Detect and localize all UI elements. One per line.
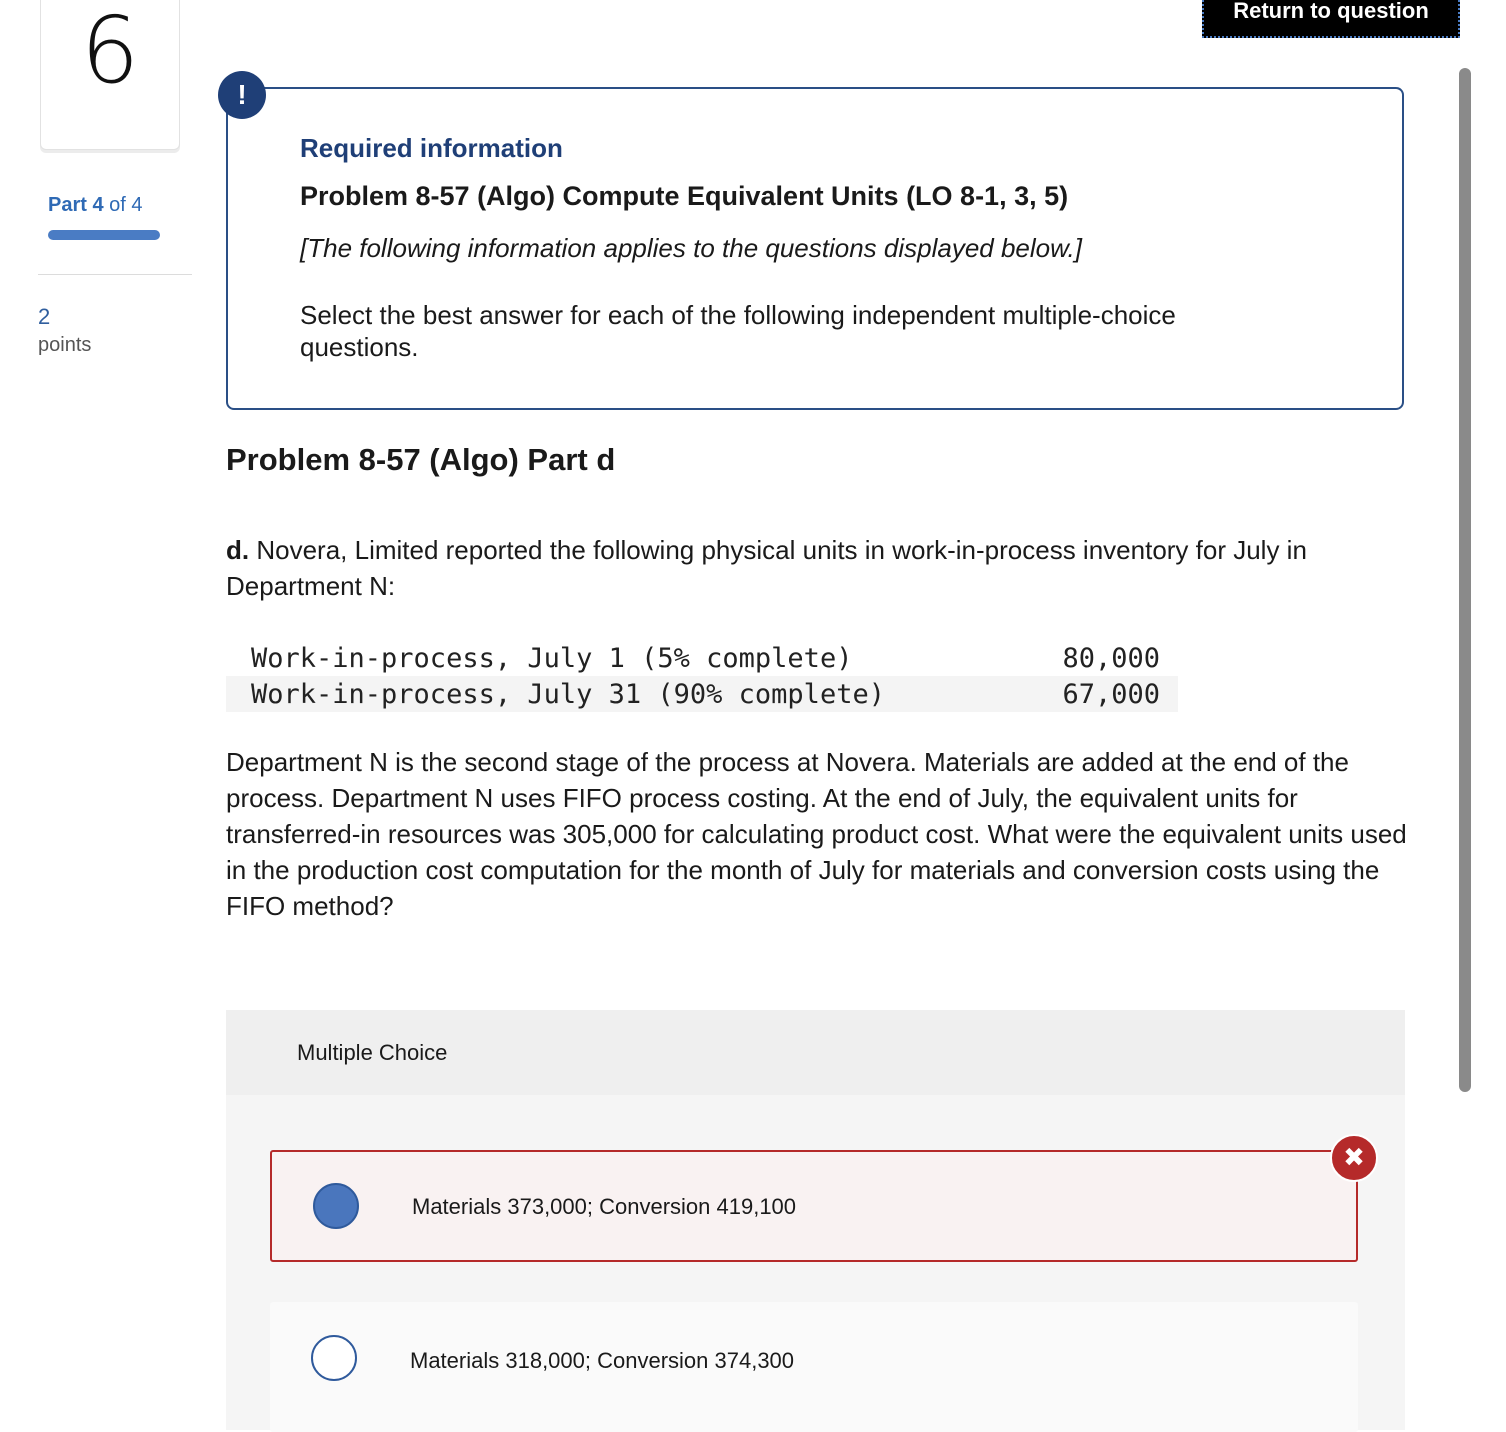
choice-option-1[interactable]: [270, 1142, 1365, 1262]
part-progress-bar: [48, 230, 160, 240]
table-row: [226, 676, 1178, 712]
points-value: 2: [38, 304, 51, 329]
info-note: [The following information applies to the questions displayed below.]: [300, 233, 1082, 263]
info-instruction: Select the best answer for each of the following independent multiple-choice questions.: [300, 300, 1176, 362]
return-to-question-button[interactable]: Return to question: [1202, 0, 1460, 38]
sidebar-divider: [38, 274, 192, 275]
part-of: of 4: [109, 194, 143, 216]
radio-button[interactable]: [311, 1335, 357, 1381]
required-information-box: [226, 87, 1404, 410]
intro-label: d.: [226, 535, 250, 565]
multiple-choice-label: Multiple Choice: [297, 1040, 448, 1065]
part-label: Part: [48, 194, 87, 216]
table-row-label: Work-in-process, July 1 (5% complete): [251, 642, 853, 674]
required-info-title: Required information: [300, 133, 563, 163]
table-row-label: Work-in-process, July 31 (90% complete): [226, 676, 1036, 712]
radio-button-selected[interactable]: [313, 1183, 359, 1229]
part-indicator: [48, 194, 143, 217]
multiple-choice-header: [226, 1010, 1405, 1095]
choice-option-2[interactable]: [270, 1302, 1358, 1432]
question-text: Department N is the second stage of the process at Novera. Materials are added at the end of the process. Department N uses FIFO process costing. At the end of July, the equivalent units for transferred-in resources was 305,000 for calculating product cost. What were the equivalent units used in the production cost computation for the month of July for materials and conversion costs using the FIFO method?: [226, 747, 1407, 921]
multiple-choice-panel: [226, 1010, 1405, 1430]
question-number-card: [40, 0, 180, 150]
choice-text: Materials 318,000; Conversion 374,300: [410, 1348, 795, 1373]
problem-title: Problem 8-57 (Algo) Compute Equivalent Units (LO 8-1, 3, 5): [300, 181, 1069, 211]
part-heading: Problem 8-57 (Algo) Part d: [226, 442, 616, 477]
problem-intro: [226, 532, 1406, 604]
alert-icon: !: [218, 71, 266, 119]
table-row: [226, 640, 1178, 676]
incorrect-icon: ✖: [1330, 1134, 1378, 1182]
question-number: 6: [80, 0, 140, 104]
table-row-value: 80,000: [1062, 642, 1160, 674]
table-row-value: 67,000: [1036, 676, 1178, 712]
scrollbar[interactable]: [1459, 68, 1471, 1092]
wip-table: [226, 640, 1178, 712]
choice-text: Materials 373,000; Conversion 419,100: [412, 1194, 797, 1219]
points-label: points: [38, 334, 92, 356]
part-current: 4: [92, 194, 104, 216]
intro-text: Novera, Limited reported the following physical units in work-in-process inventory for July in Department N:: [226, 535, 1307, 601]
